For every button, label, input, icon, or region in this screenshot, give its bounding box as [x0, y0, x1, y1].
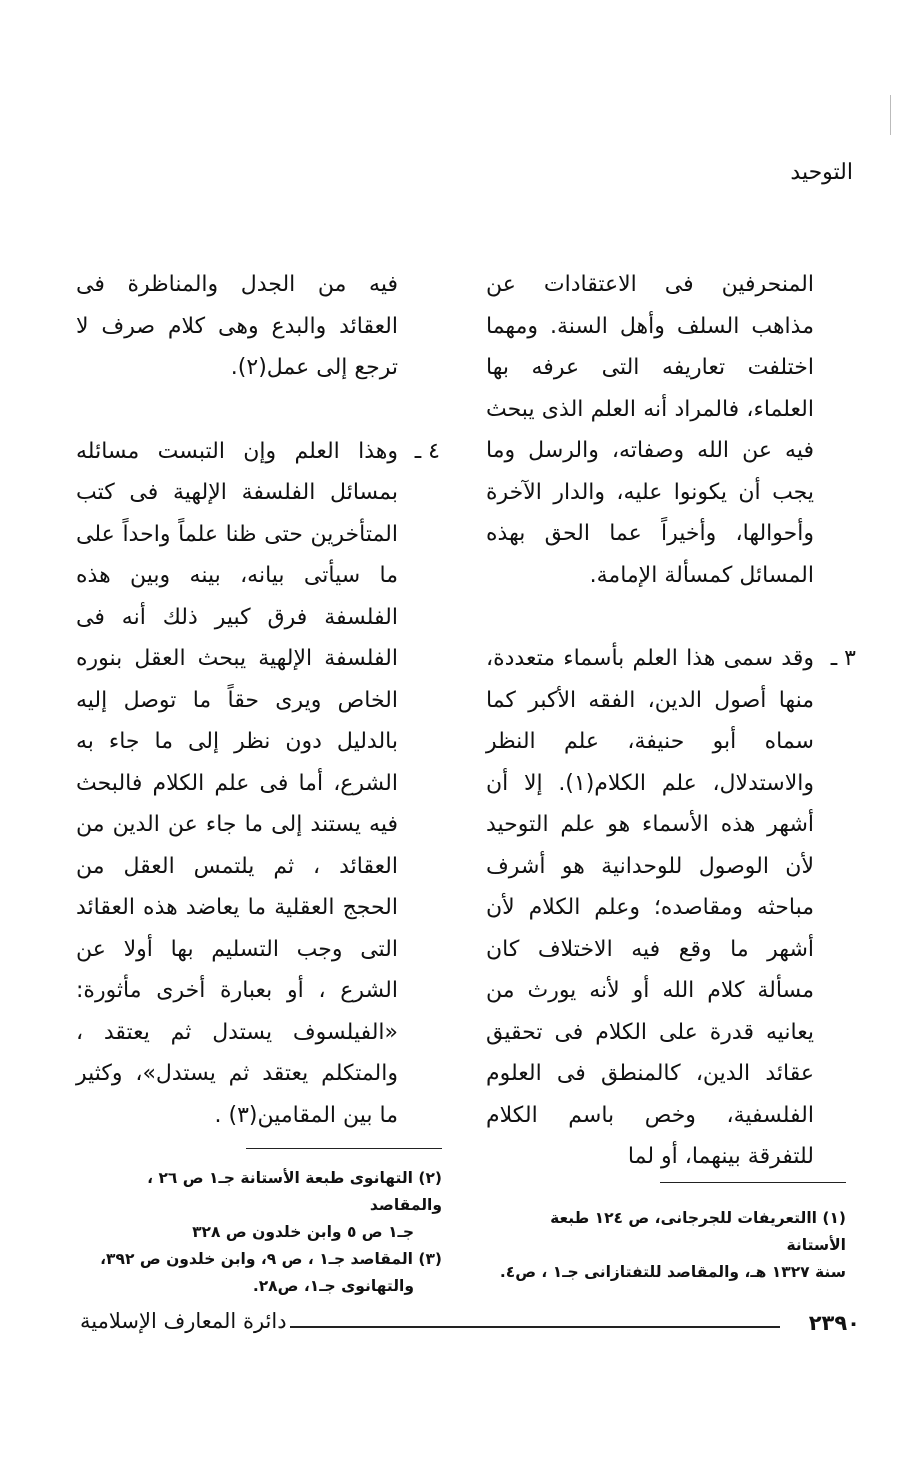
footnote-1-line-1: (١) االتعريفات للجرجانى، ص ١٢٤ طبعة الأستانة — [550, 1209, 846, 1254]
footnotes-left — [90, 1165, 442, 1300]
paragraph-number-4: ٤ ـ — [414, 438, 440, 464]
publication-title: دائرة المعارف الإسلامية — [80, 1309, 287, 1333]
running-head: التوحيد — [790, 160, 853, 185]
page-footer — [80, 1305, 860, 1345]
left-paragraph-2 — [76, 431, 440, 1137]
right-column — [486, 264, 856, 1178]
footer-rule — [290, 1326, 780, 1328]
footnote-3-line-1: (٣) المقاصد جـ١ ، ص ٩، وابن خلدون ص ٣٩٢، — [100, 1250, 442, 1268]
footnote-rule-right — [660, 1182, 846, 1183]
left-paragraph-2-text: وهذا العلم وإن التبست مسائله بمسائل الفلسفة الإلهية فى كتب المتأخرين حتى ظنا علماً واحداً على ما سيأتى بيانه، بينه وبين هذه الفلسفة فرق كبير ذلك أنه فى الفلسفة الإلهية يبحث العقل بنوره الخاص ويرى حقاً ما توصل إليه بالدليل دون نظر إلى ما جاء به الشرع، أما فى علم الكلام فالبحث فيه يستند إلى ما جاء عن الدين من العقائد ، ثم يلتمس العقل من الحجج العقلية ما يعاضد هذه العقائد التى وجب التسليم بها أولا عن الشرع ، أو بعبارة أخرى مأثورة: «الفيلسوف يستدل ثم يعتقد ، والمتكلم يعتقد ثم يستدل»، وكثير ما بين المقامين(٣) . — [76, 438, 398, 1128]
footnote-3-line-2: والتهانوى جـ١، ص٢٨. — [252, 1277, 414, 1295]
left-paragraph-1: فيه من الجدل والمناظرة فى العقائد والبدع وهى كلام صرف لا ترجع إلى عمل(٢). — [76, 272, 398, 380]
page-number: ٢٣٩٠ — [808, 1311, 860, 1335]
footnote-2-line-2: جـ١ ص ٥ وابن خلدون ص ٣٢٨ — [192, 1223, 414, 1241]
right-paragraph-1: المنحرفين فى الاعتقادات عن مذاهب السلف وأهل السنة. ومهما اختلفت تعاريفه التى عرفه بها العلماء، فالمراد أنه العلم الذى يبحث فيه عن الله وصفاته، والرسل وما يجب أن يكونوا عليه، والدار الآخرة وأحوالها، وأخيراً عما الحق بهذه المسائل كمسألة الإمامة. — [486, 272, 814, 588]
right-paragraph-2 — [486, 638, 856, 1178]
footnote-1-line-2: سنة ١٣٢٧ هـ، والمقاصد للتفتازانى جـ١ ، ص٤. — [499, 1263, 846, 1281]
footnotes-right — [498, 1205, 846, 1286]
left-column — [76, 264, 440, 1136]
footnote-2-line-1: (٢) التهانوى طبعة الأستانة جـ١ ص ٢٦ ، والمقاصد — [147, 1169, 442, 1214]
right-paragraph-2-text: وقد سمى هذا العلم بأسماء متعددة، منها أصول الدين، الفقه الأكبر كما سماه أبو حنيفة، علم النظر والاستدلال، علم الكلام(١). إلا أن أشهر هذه الأسماء هو علم التوحيد لأن الوصول للوحدانية هو أشرف مباحثه ومقاصده؛ وعلم الكلام لأن أشهر ما وقع فيه الاختلاف كان مسألة كلام الله أو لأنه يورث من يعانيه قدرة على الكلام فى تحقيق عقائد الدين، كالمنطق فى العلوم الفلسفية، وخص باسم الكلام للتفرقة بينهما، أو لما — [486, 646, 814, 1169]
footnote-rule-left — [246, 1148, 442, 1149]
paragraph-number-3: ٣ ـ — [830, 646, 856, 671]
scan-margin-mark — [890, 95, 891, 135]
